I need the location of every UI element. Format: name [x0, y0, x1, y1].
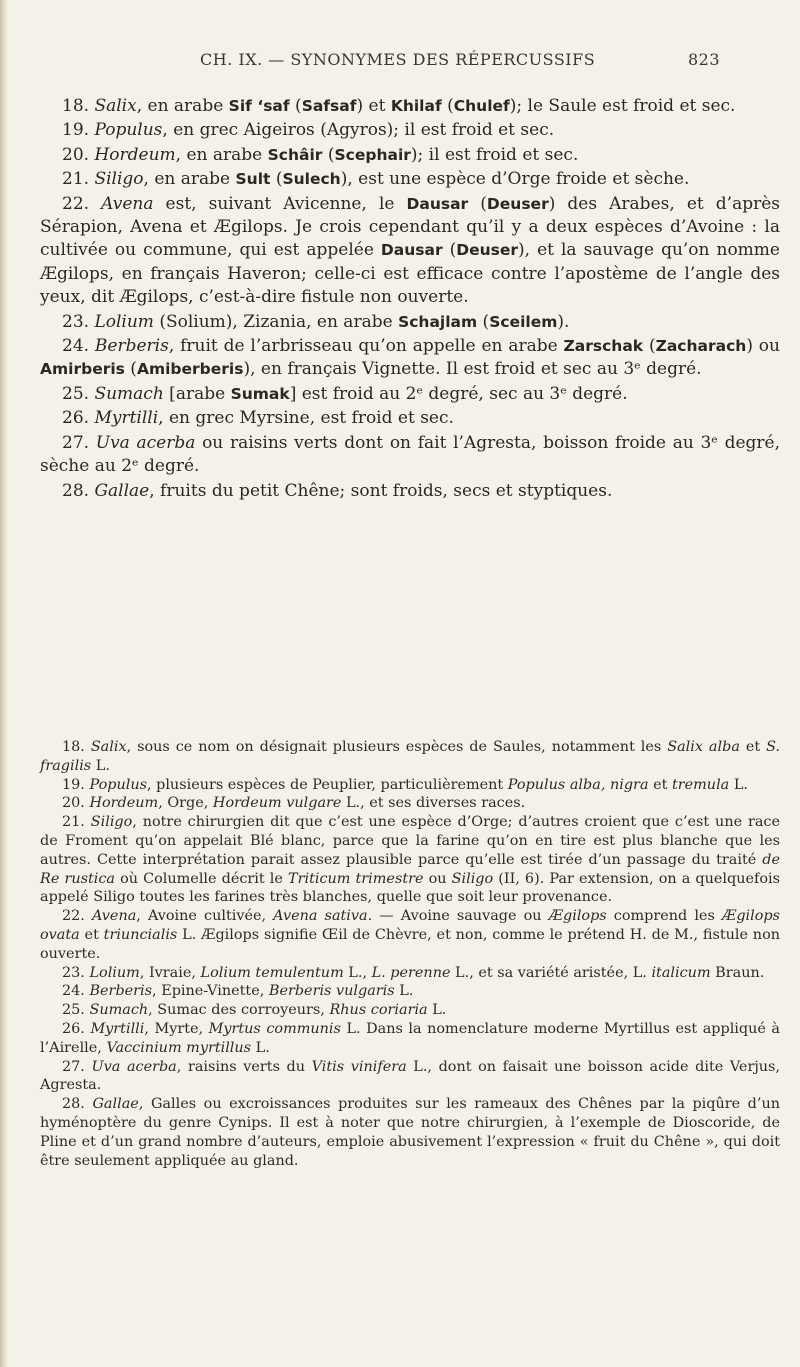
- footnote-number: 27.: [62, 1058, 85, 1075]
- arabic-name: Safsaf: [301, 97, 357, 115]
- latin-term: Lolium: [94, 311, 154, 332]
- latin-term: Gallae: [94, 480, 150, 501]
- text-run: , plusieurs espèces de Peuplier, particulièrement: [146, 776, 508, 793]
- latin-term: Populus: [94, 120, 163, 141]
- text-run: ).: [557, 311, 570, 332]
- text-run: L.: [251, 1039, 270, 1056]
- running-head: [200, 50, 720, 69]
- latin-term: Avena: [91, 908, 137, 925]
- arabic-name: Chulef: [453, 97, 510, 115]
- latin-term: Hordeum vulgare: [212, 795, 342, 812]
- text-run: L. Ægilops signifie Œil de Chèvre, et non, comme le prétend H. de M., fistule non ouverte.: [40, 926, 781, 962]
- latin-term: de Re rustica: [40, 851, 780, 887]
- footnote-number: 23.: [62, 964, 85, 981]
- latin-term: Hordeum: [94, 144, 176, 165]
- footnotes: [40, 738, 780, 1170]
- arabic-name: Sult: [235, 170, 271, 189]
- main-paragraph-number: 26.: [62, 408, 90, 429]
- arabic-name: ‘saf: [257, 97, 290, 115]
- text-run: ou raisins verts dont on fait l’Agresta, boisson froide au 3ᵉ degré, sèche au 2ᵉ degré.: [40, 432, 780, 477]
- arabic-name: Amirberis: [40, 360, 125, 379]
- latin-term: Vaccinium myrtillus: [106, 1039, 252, 1056]
- arabic-name: Sceilem: [489, 312, 558, 331]
- text-run: et: [739, 739, 767, 755]
- main-paragraph: [40, 95, 780, 118]
- main-paragraph: [40, 407, 780, 430]
- latin-term: Avena: [101, 193, 154, 214]
- arabic-name: Zacharach: [655, 337, 747, 356]
- text-run: , Sumac des corroyeurs,: [148, 1002, 330, 1019]
- main-paragraph: [40, 168, 780, 191]
- text-run: où Columelle décrit le: [115, 870, 288, 887]
- text-run: L.: [427, 1002, 447, 1019]
- text-run: (: [643, 336, 656, 357]
- latin-term: Myrtilli: [94, 408, 159, 429]
- footnote: [40, 1058, 780, 1096]
- text-run: est, suivant Avicenne, le: [153, 193, 407, 214]
- footnote: [40, 907, 780, 963]
- latin-term: Salix: [90, 739, 127, 755]
- text-run: ) des Arabes, et d’après Sérapion, Avena et Ægilops. Je crois cependant qu’il y a deux espèces d’Avoine : la cultivée ou commune, qui est appelée: [40, 193, 780, 261]
- footnote-number: 28.: [62, 1096, 85, 1113]
- text-run: (Solium), Zizania, en arabe: [153, 311, 399, 332]
- arabic-name: Dausar: [380, 241, 443, 260]
- main-paragraph-number: 21.: [62, 169, 90, 190]
- latin-term: Triticum trimestre: [287, 870, 424, 887]
- latin-term: Berberis: [94, 336, 169, 357]
- footnote: [40, 982, 780, 1001]
- footnote-number: 26.: [62, 1020, 85, 1037]
- latin-term: Uva acerba: [91, 1058, 177, 1075]
- text-run: , sous ce nom on désignait plusieurs espèces de Saules, notamment les: [126, 739, 668, 755]
- main-paragraph-number: 23.: [62, 311, 90, 332]
- text-run: (: [468, 193, 487, 214]
- latin-term: Hordeum: [89, 795, 159, 812]
- latin-term: Avena sativa: [273, 908, 368, 925]
- footnote-number: 19.: [62, 776, 85, 793]
- chapter-title: CH. IX. — SYNONYMES DES RÉPERCUSSIFS: [200, 50, 596, 69]
- latin-term: Berberis vulgaris: [268, 983, 395, 1000]
- footnote: [40, 1020, 780, 1058]
- text-run: L.: [91, 757, 110, 774]
- text-run: ), est une espèce d’Orge froide et sèche.: [340, 169, 690, 190]
- page-number: 823: [687, 50, 720, 69]
- footnote: [40, 1095, 780, 1170]
- main-paragraph: [40, 432, 780, 479]
- text-run: comprend les: [606, 908, 722, 925]
- latin-term: Ægilops: [548, 908, 607, 925]
- footnote-number: 24.: [62, 983, 85, 1000]
- text-run: L.,: [343, 964, 372, 981]
- text-run: (: [442, 240, 457, 261]
- text-run: , notre chirurgien dit que c’est une espèce d’Orge; d’autres croient que c’est une race de Froment qu’on appelait Blé blanc, parce que la farine qu’on en tire est plus blanche que les autres. Cette interprétation parait assez plausible parce qu’elle est tirée d’un passage du traité: [40, 814, 780, 868]
- latin-term: Ægilops ovata: [40, 908, 781, 943]
- text-run: , fruits du petit Chêne; sont froids, secs et styptiques.: [149, 480, 613, 501]
- arabic-name: Dausar: [406, 194, 469, 213]
- main-paragraph-number: 22.: [62, 193, 90, 214]
- text-run: et: [648, 776, 672, 793]
- arabic-name: Khilaf: [390, 97, 442, 115]
- arabic-name: Schâir: [267, 145, 323, 164]
- text-run: L., et ses diverses races.: [341, 795, 526, 812]
- main-paragraph-number: 19.: [62, 120, 90, 141]
- latin-term: Uva acerba: [95, 432, 196, 453]
- main-paragraph: [40, 335, 780, 382]
- text-run: (: [270, 169, 283, 190]
- latin-term: Sumach: [94, 383, 164, 404]
- latin-term: Salix: [94, 96, 137, 116]
- text-run: (: [289, 96, 302, 116]
- arabic-name: Deuser: [456, 241, 519, 260]
- footnote: [40, 794, 780, 813]
- main-paragraph: [40, 193, 780, 310]
- text-run: , en arabe: [143, 169, 236, 190]
- text-run: ), en français Vignette. Il est froid et sec au 3ᵉ degré.: [243, 359, 702, 380]
- arabic-name: Sulech: [282, 170, 341, 189]
- latin-term: tremula: [671, 776, 730, 793]
- latin-term: Gallae: [92, 1096, 139, 1113]
- main-paragraph-number: 24.: [62, 336, 90, 357]
- latin-term: Vitis vinifera: [311, 1058, 407, 1075]
- text-run: , en grec Myrsine, est froid et sec.: [158, 408, 454, 429]
- footnote-number: 21.: [62, 814, 85, 831]
- arabic-name: Zarschak: [563, 337, 644, 356]
- text-run: , Galles ou excroissances produites sur les rameaux des Chênes par la piqûre d’un hyménoptère du genre Cynips. Il est à noter que notre chirurgien, à l’exemple de Dioscoride, de Pline et d’un grand nombre d’auteurs, emploie abusivement l’expression « fruit du Chêne », qui doit être seulement appliquée au gland.: [40, 1096, 780, 1169]
- text-run: ); le Saule est froid et sec.: [509, 96, 736, 116]
- arabic-name: Sif: [228, 97, 252, 115]
- text-run: ) et: [356, 96, 391, 116]
- arabic-name: Deuser: [486, 194, 549, 213]
- latin-term: Siligo: [94, 169, 144, 190]
- latin-term: Myrtilli: [90, 1020, 145, 1037]
- footnote: [40, 964, 780, 983]
- main-text: [40, 95, 780, 504]
- text-run: , Epine-Vinette,: [152, 983, 269, 1000]
- text-run: L., dont on faisait une boisson acide dite Verjus, Agresta.: [40, 1058, 781, 1094]
- main-paragraph: [40, 119, 780, 142]
- footnote-number: 18.: [62, 739, 85, 755]
- text-run: , Ivraie,: [139, 964, 201, 981]
- main-paragraph-number: 18.: [62, 96, 90, 116]
- text-run: , fruit de l’arbrisseau qu’on appelle en arabe: [168, 336, 564, 357]
- footnote: [40, 738, 780, 776]
- footnote-number: 20.: [62, 795, 85, 812]
- arabic-name: Schajlam: [398, 312, 478, 331]
- text-run: (: [322, 144, 335, 165]
- text-run: , Myrte,: [144, 1020, 209, 1037]
- latin-term: triuncialis: [103, 926, 178, 943]
- text-run: ), et la sauvage qu’on nomme Ægilops, en français Haveron; celle-ci est efficace contre l’apostème de l’angle des yeux, dit Ægilops, c’est-à-dire fistule non ouverte.: [40, 240, 780, 308]
- text-run: . — Avoine sauvage ou: [367, 908, 549, 925]
- text-run: L.: [394, 983, 414, 1000]
- text-run: , en grec Aigeiros (Agyros); il est froid et sec.: [162, 120, 555, 141]
- main-paragraph: [40, 311, 780, 334]
- latin-term: Populus: [89, 776, 147, 793]
- footnote: [40, 813, 780, 907]
- text-run: Braun.: [710, 964, 765, 981]
- main-paragraph-number: 27.: [62, 432, 90, 453]
- text-run: (II, 6). Par extension, on a quelquefois appelé Siligo toutes les farines très blanches, quelle que soit leur provenance.: [40, 870, 780, 906]
- text-run: ] est froid au 2ᵉ degré, sec au 3ᵉ degré.: [289, 383, 628, 404]
- text-run: ) ou: [746, 336, 780, 357]
- text-run: ou: [423, 870, 452, 887]
- latin-term: Myrtus communis: [208, 1020, 341, 1037]
- latin-term: Lolium temulentum: [200, 964, 344, 981]
- main-paragraph-number: 20.: [62, 144, 90, 165]
- latin-term: Lolium: [89, 964, 140, 981]
- text-run: (: [477, 311, 490, 332]
- latin-term: S. fragilis: [40, 739, 780, 774]
- arabic-name: Sumak: [230, 384, 290, 403]
- text-run: [arabe: [163, 383, 231, 404]
- text-run: L., et sa variété aristée, L.: [450, 964, 652, 981]
- latin-term: Populus alba, nigra: [507, 776, 649, 793]
- text-run: (: [124, 359, 137, 380]
- text-run: , en arabe: [175, 144, 268, 165]
- latin-term: Rhus coriaria: [329, 1002, 428, 1019]
- latin-term: Salix alba: [667, 739, 740, 755]
- text-run: ); il est froid et sec.: [410, 144, 579, 165]
- footnote: [40, 776, 780, 795]
- latin-term: L. perenne: [371, 964, 451, 981]
- latin-term: italicum: [651, 964, 711, 981]
- text-run: , raisins verts du: [176, 1058, 312, 1075]
- arabic-name: Scephair: [334, 145, 411, 164]
- page-binding-edge: [0, 0, 8, 1367]
- text-run: , Orge,: [158, 795, 213, 812]
- main-paragraph-number: 28.: [62, 480, 90, 501]
- footnote-number: 22.: [62, 908, 85, 925]
- footnote: [40, 1001, 780, 1020]
- text-run: et: [79, 926, 104, 943]
- main-paragraph-number: 25.: [62, 383, 90, 404]
- latin-term: Siligo: [451, 870, 494, 887]
- text-run: L. Dans la nomenclature moderne Myrtillus est appliqué à l’Airelle,: [40, 1020, 781, 1056]
- latin-term: Berberis: [89, 983, 153, 1000]
- text-run: , Avoine cultivée,: [136, 908, 274, 925]
- main-paragraph: [40, 383, 780, 406]
- main-paragraph: [40, 480, 780, 503]
- text-run: (: [441, 96, 454, 116]
- arabic-name: Amiberberis: [136, 360, 244, 379]
- footnote-number: 25.: [62, 1002, 85, 1019]
- main-paragraph: [40, 144, 780, 167]
- text-run: L.: [729, 776, 748, 793]
- text-run: , en arabe: [136, 96, 229, 116]
- latin-term: Sumach: [89, 1002, 149, 1019]
- latin-term: Siligo: [90, 814, 133, 831]
